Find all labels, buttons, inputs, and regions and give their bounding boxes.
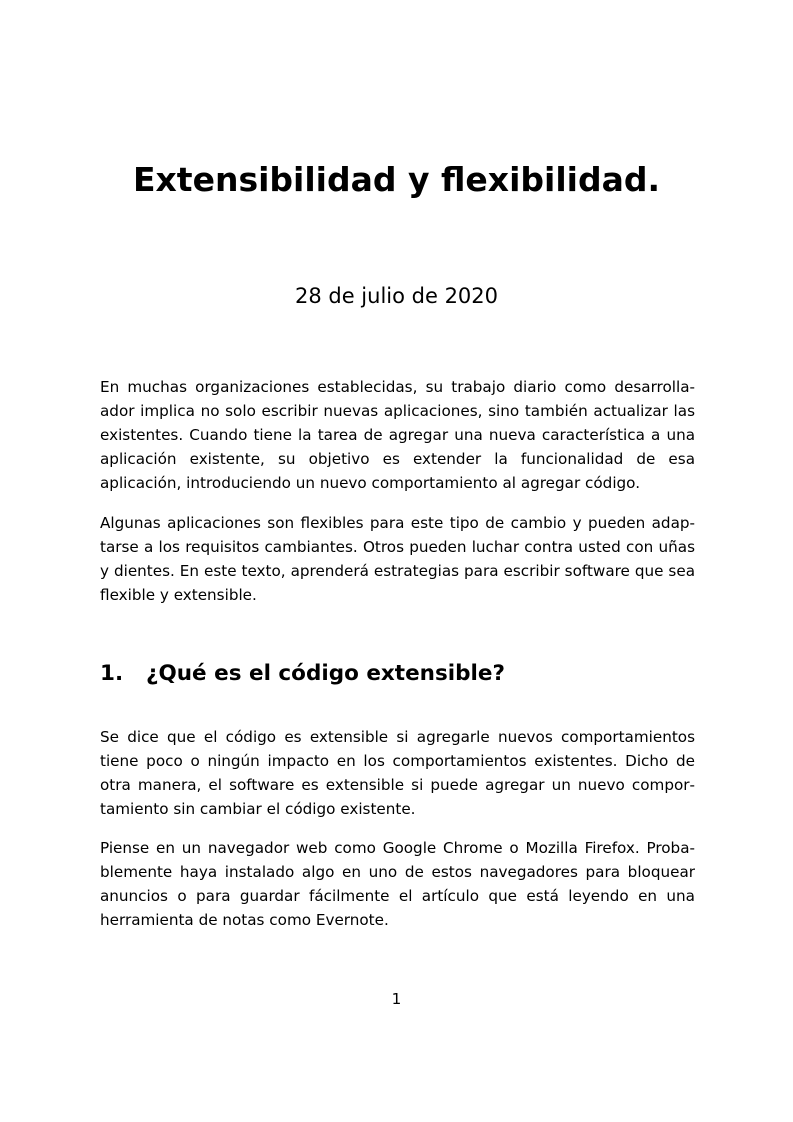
section-title: ¿Qué es el código extensible? — [146, 661, 505, 686]
page-number: 1 — [391, 990, 402, 1008]
section-paragraph-2: Piense en un navegador web como Google Chrome o Mozilla Firefox. Probablemente haya instalado algo en uno de estos navegadores para bloquear anuncios o para guardar fácilmente el artículo que está leyendo en una herramienta de notas como Evernote. — [100, 839, 695, 929]
intro-paragraph-1: En muchas organizaciones establecidas, su trabajo diario como desarrollaador implica no solo escribir nuevas aplicaciones, sino también actualizar las existentes. Cuando tiene la tarea de agregar una nueva característica a una aplicación existente, su objetivo es extender la funcionalidad de esa aplicación, introduciendo un nuevo comportamiento al agregar código. — [100, 378, 695, 492]
document-date: 28 de julio de 2020 — [294, 284, 499, 308]
document-title: Extensibilidad y flexibilidad. — [132, 160, 661, 199]
intro-paragraph-2: Algunas aplicaciones son flexibles para este tipo de cambio y pueden adaptarse a los requisitos cambiantes. Otros pueden luchar contra usted con uñas y dientes. En este texto, aprenderá estrategias para escribir software que sea flexible y extensible. — [100, 514, 695, 604]
section-number: 1. — [100, 661, 124, 686]
section-heading — [100, 659, 695, 689]
section-paragraph-1: Se dice que el código es extensible si agregarle nuevos comportamientos tiene poco o ningún impacto en los comportamientos existentes. Dicho de otra manera, el software es extensible si puede agregar un nuevo comportamiento sin cambiar el código existente. — [100, 728, 695, 818]
